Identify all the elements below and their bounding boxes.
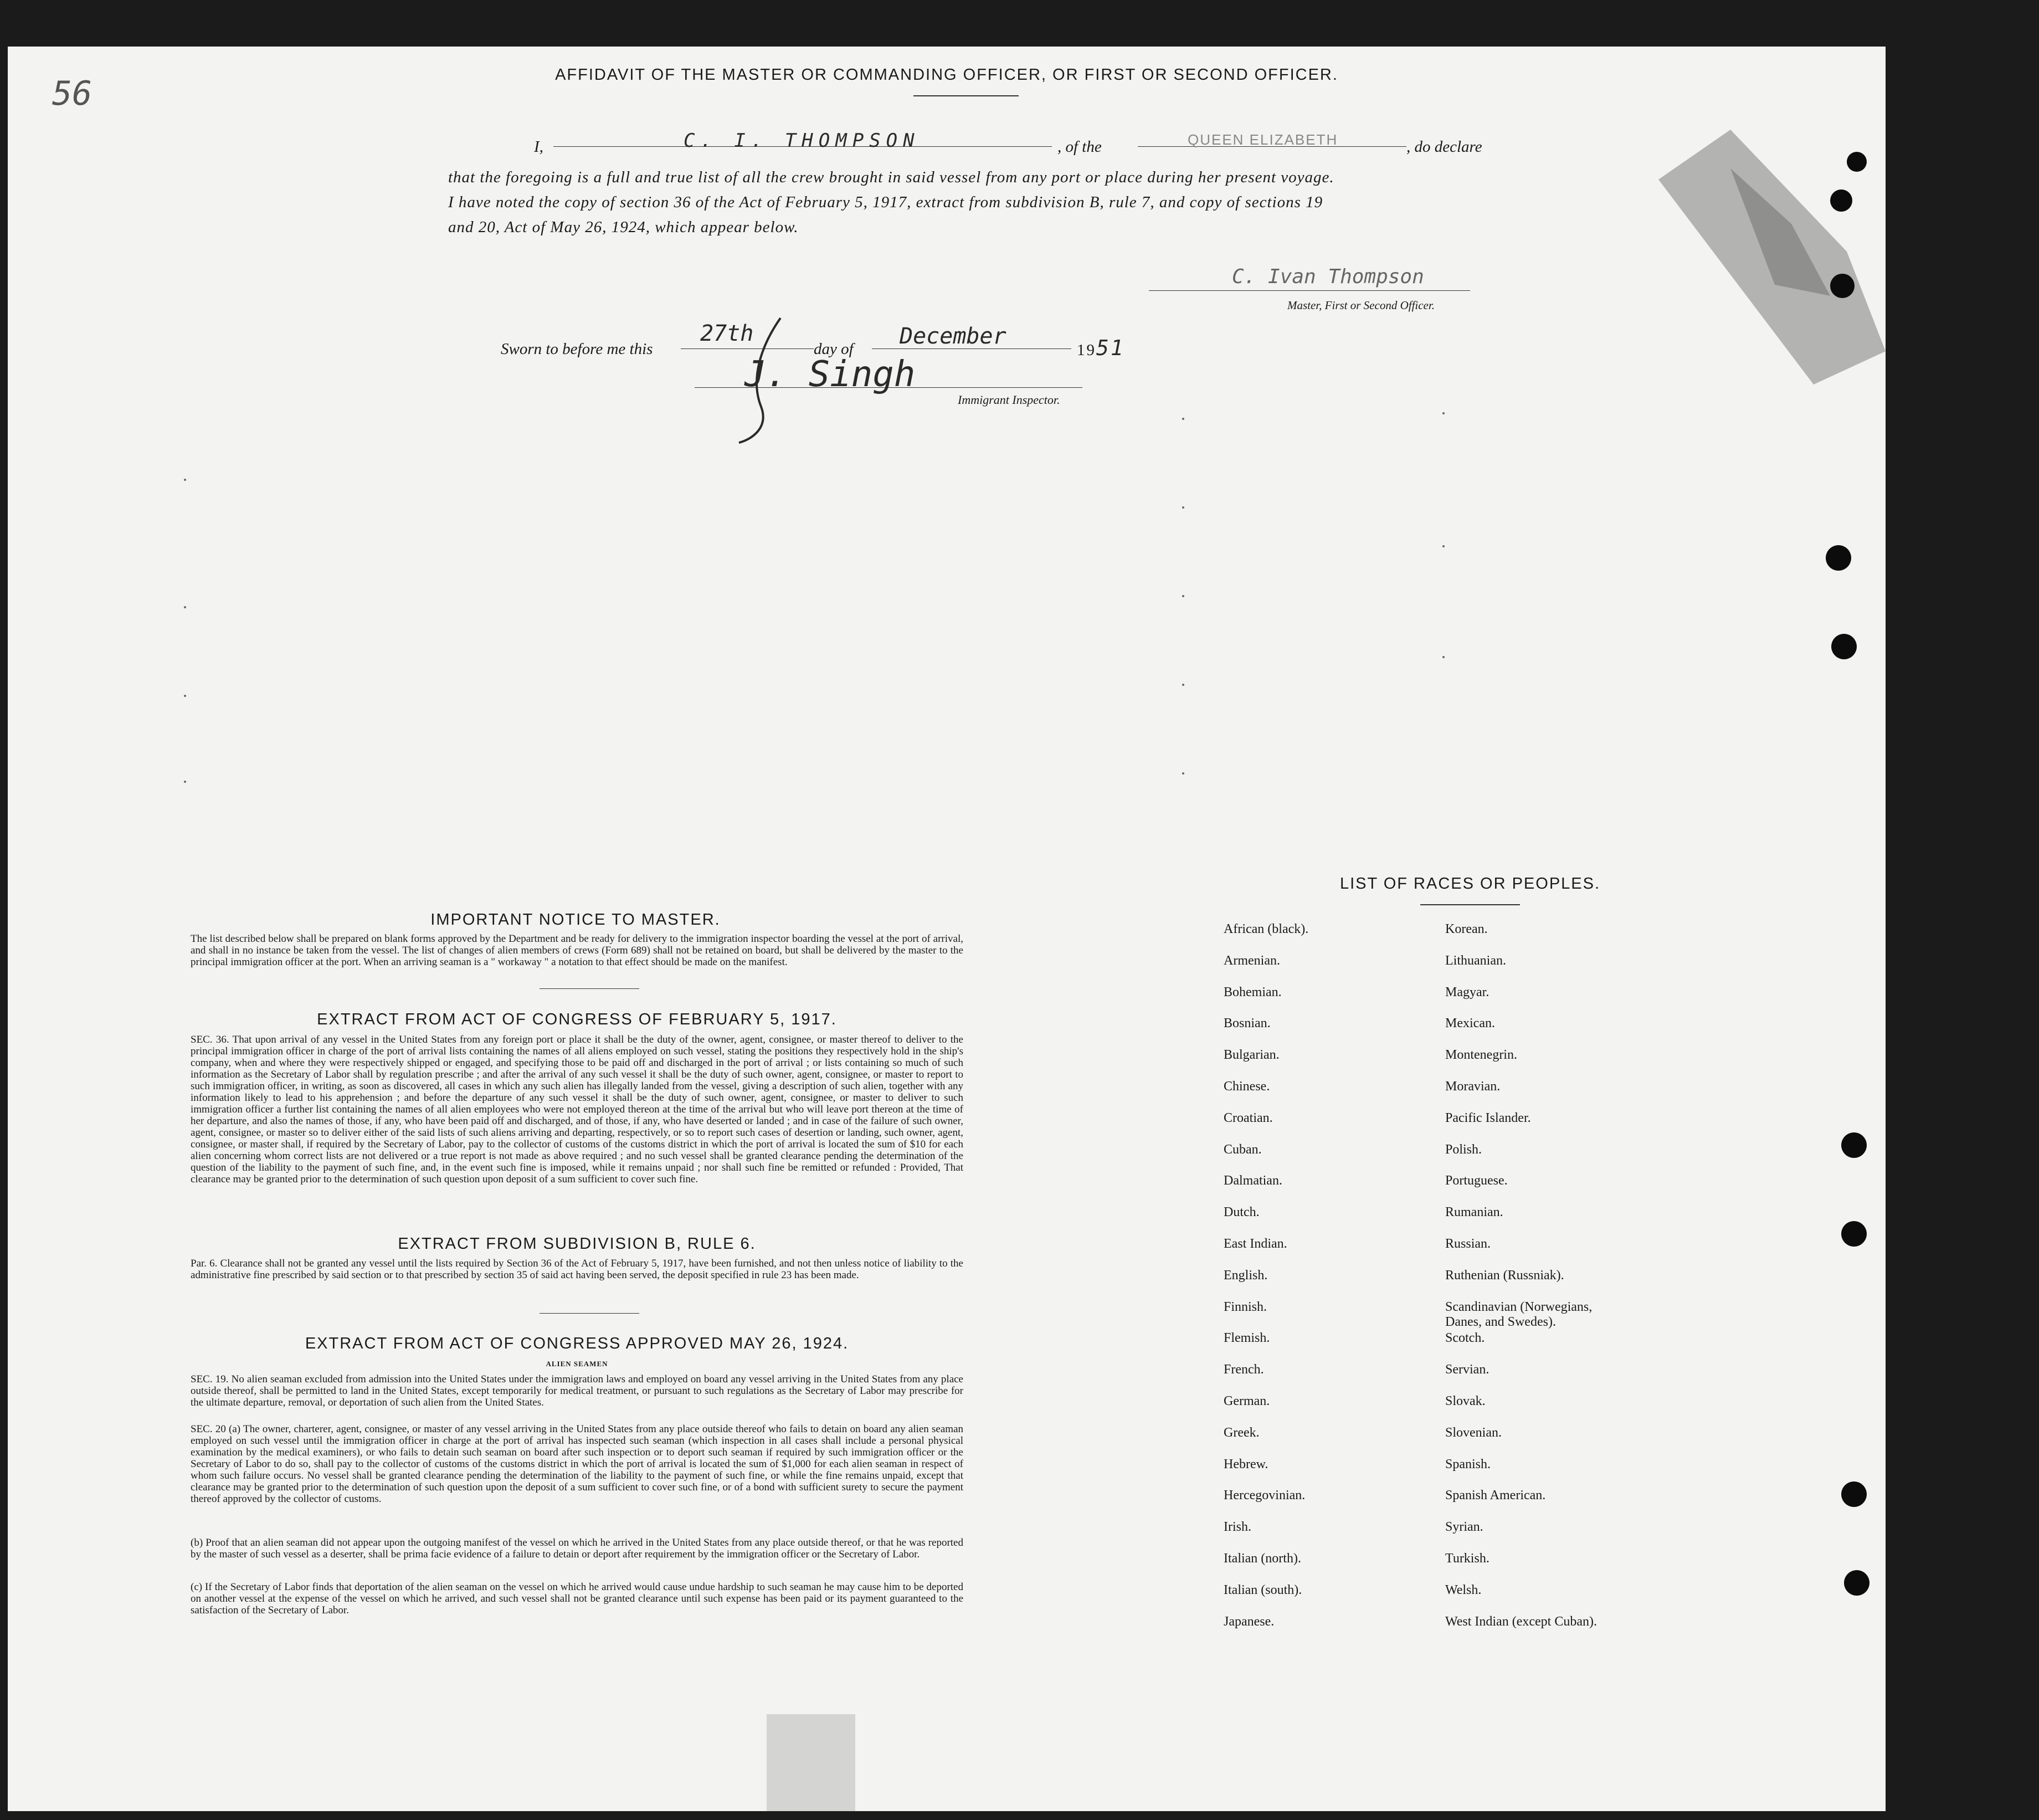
races-left-column [1224,922,1445,1698]
column-mark [1442,412,1445,414]
extract-rule6-text: Par. 6. Clearance shall not be granted any vessel until the lists required by Section 36 of the Act of February 5, 1917, have been furnished, and not then unless notice of liability to the administrative fine prescribed by said section or to that prescribed by section 35 of said act having been served, the deposit specified in rule 23 has been made. [191,1258,963,1281]
race-entry: Italian (south). [1224,1582,1302,1597]
column-mark [184,606,186,608]
extract-1924-sec19: SEC. 19. No alien seaman excluded from admission into the United States under the immigration laws and employed on board any vessel arriving in the United States from any place outside thereof, shall be permitted to land in the United States, except temporarily for medical treatment, or pursuant to such regulations as the Secretary of Labor may prescribe for the ultimate departure, removal, or deportation of such alien from the United States. [191,1373,963,1408]
sworn-month: December [900,324,1006,349]
race-entry: African (black). [1224,922,1309,936]
column-mark [1182,772,1184,775]
race-entry: Hercegovinian. [1224,1488,1306,1503]
punch-hole [1841,1481,1867,1507]
race-entry: Irish. [1224,1520,1251,1535]
affidavit-body-line2: I have noted the copy of section 36 of the Act of February 5, 1917, extract from subdivision B, rule 7, and copy of sections 19 [448,193,1323,211]
race-entry: Portuguese. [1445,1173,1508,1188]
race-entry: Bulgarian. [1224,1048,1280,1063]
column-mark [1182,684,1184,686]
inspector-signature: J. Singh [744,354,916,395]
race-entry: Polish. [1445,1142,1482,1157]
race-entry: Dalmatian. [1224,1173,1282,1188]
race-entry: Korean. [1445,922,1488,936]
affidavit-title: AFFIDAVIT OF THE MASTER OR COMMANDING OFFICER, OR FIRST OR SECOND OFFICER. [555,66,1338,84]
section-divider [540,1313,639,1314]
races-title: LIST OF RACES OR PEOPLES. [1339,875,1601,893]
race-entry: Welsh. [1445,1582,1482,1597]
sworn-day: 27th [700,321,754,346]
affidavit-body-line3: and 20, Act of May 26, 1924, which appear below. [448,218,799,236]
race-entry: Spanish American. [1445,1488,1546,1503]
do-declare-label: , do declare [1406,138,1482,156]
affidavit-title-underline [913,95,1019,96]
race-entry: Servian. [1445,1362,1490,1377]
race-entry: Scotch. [1445,1331,1485,1346]
declarant-name: C. I. THOMPSON [684,130,920,152]
punch-hole [1841,1132,1867,1158]
race-entry: Bohemian. [1224,985,1282,999]
column-mark [1182,418,1184,420]
race-entry: Lithuanian. [1445,953,1506,968]
race-entry: Flemish. [1224,1331,1270,1346]
vessel-name: QUEEN ELIZABETH [1188,131,1338,148]
inspector-signature-flourish [728,312,794,451]
column-mark [1442,545,1445,547]
races-title-underline [1420,904,1520,905]
race-entry: Finnish. [1224,1299,1267,1314]
race-entry: Cuban. [1224,1142,1262,1157]
section-divider [540,988,639,989]
column-mark [1442,656,1445,658]
punch-hole [1844,1570,1869,1596]
day-of-label: day of [814,340,854,358]
extract-1924-sec20b: (b) Proof that an alien seaman did not appear upon the outgoing manifest of the vessel on which he arrived in the United States from any place outside thereof, or that he was reported by the master of such vessel as a deserter, shall be prima facie evidence of a failure to detain or deport after requirement by the immigration officer or the Secretary of Labor. [191,1537,963,1560]
race-entry: English. [1224,1268,1268,1283]
race-entry: Spanish. [1445,1457,1491,1472]
race-entry: German. [1224,1394,1270,1408]
extract-rule6-title: EXTRACT FROM SUBDIVISION B, RULE 6. [398,1235,756,1253]
race-entry: Magyar. [1445,985,1490,999]
race-entry: Montenegrin. [1445,1048,1517,1063]
sworn-year [1077,336,1125,360]
race-entry: Scandinavian (Norwegians, Danes, and Swedes). [1445,1299,1593,1329]
inspector-caption: Immigrant Inspector. [958,393,1060,407]
declarant-prefix: I, [534,138,543,156]
extract-1917-title: EXTRACT FROM ACT OF CONGRESS OF FEBRUARY 5, 1917. [317,1011,837,1028]
margin-mark: 56 [52,74,93,113]
race-entry: East Indian. [1224,1237,1287,1251]
extract-1924-title: EXTRACT FROM ACT OF CONGRESS APPROVED MAY 26, 1924. [305,1335,849,1352]
extract-1924-sec20a: SEC. 20 (a) The owner, charterer, agent, consignee, or master of any vessel arriving in the United States from any place outside thereof who fails to detain on board any alien seaman employed on such vessel until the immigration officer in charge at the port of arrival has inspected such seaman (which inspection in all cases shall include a personal physical examination by the medical examiners), or who fails to detain such seaman on board after such inspection or to deport such seaman if required by such immigration officer or the Secretary of Labor to do so, shall pay to the collector of customs of the customs district in which the port of arrival is located the sum of $1,000 for each alien seaman in respect of whom such failure occurs. No vessel shall be granted clearance pending the determination of the liability to the payment of such fine, or while the fine remains unpaid, except that clearance may be granted prior to the determination of such question upon the deposit of a sum sufficient to cover such fine, or of a bond with sufficient surety to secure the payment thereof approved by the collector of customs. [191,1423,963,1505]
column-mark [1182,595,1184,597]
race-entry: French. [1224,1362,1264,1377]
race-entry: Hebrew. [1224,1457,1268,1472]
race-entry: West Indian (except Cuban). [1445,1614,1597,1629]
column-mark [184,695,186,697]
notice-text: The list described below shall be prepared on blank forms approved by the Department and be ready for delivery to the immigration inspector boarding the vessel at the port of arrival, and shall in no instance be taken from the vessel. The list of changes of alien members of crews (Form 689) shall not be retained on board, but shall be delivered by the master to the principal immigration officer at the port. When an arriving seaman is a " workaway " a notation to that effect should be made on the manifest. [191,933,963,968]
race-entry: Russian. [1445,1237,1491,1251]
punch-hole [1826,545,1851,571]
master-caption: Master, First or Second Officer. [1287,299,1435,312]
race-entry: Japanese. [1224,1614,1275,1629]
punch-hole [1830,189,1852,212]
column-mark [1182,506,1184,509]
race-entry: Slovak. [1445,1394,1486,1408]
master-signature: C. Ivan Thompson [1232,265,1424,288]
race-entry: Italian (north). [1224,1551,1301,1566]
year-suffix: 51 [1096,336,1125,360]
race-entry: Dutch. [1224,1205,1260,1220]
column-mark [184,479,186,481]
race-entry: Armenian. [1224,953,1280,968]
race-entry: Ruthenian (Russniak). [1445,1268,1564,1283]
race-entry: Chinese. [1224,1079,1270,1094]
race-entry: Croatian. [1224,1110,1273,1125]
notice-title: IMPORTANT NOTICE TO MASTER. [430,911,721,929]
races-right-column [1445,922,1755,1698]
tape-stain-mark [1647,85,1886,396]
race-entry: Mexican. [1445,1016,1495,1031]
punch-hole [1841,1221,1867,1247]
race-entry: Greek. [1224,1425,1260,1440]
race-entry: Turkish. [1445,1551,1490,1566]
race-entry: Moravian. [1445,1079,1501,1094]
bottom-tab-mark [767,1714,855,1811]
race-entry: Rumanian. [1445,1205,1503,1220]
extract-1924-subtitle: ALIEN SEAMEN [546,1360,608,1368]
manifest-page [8,47,1886,1811]
of-the-label: , of the [1057,138,1102,156]
race-entry: Pacific Islander. [1445,1110,1531,1125]
punch-hole [1831,634,1857,659]
extract-1924-sec20c: (c) If the Secretary of Labor finds that deportation of the alien seaman on the vessel on which he arrived would cause undue hardship to such seaman he may cause him to be deported on another vessel at the expense of the vessel on which he arrived, and such vessel shall not be granted clearance until such expense has been paid or its payment guaranteed to the satisfaction of the Secretary of Labor. [191,1581,963,1616]
year-prefix: 19 [1077,341,1096,359]
race-entry: Syrian. [1445,1520,1483,1535]
race-entry: Slovenian. [1445,1425,1502,1440]
extract-1917-text: SEC. 36. That upon arrival of any vessel in the United States from any foreign port or place it shall be the duty of the owner, agent, consignee, or master thereof to deliver to the principal immigration officer in charge of the port of arrival lists containing the names of all aliens employed on such vessel, stating the positions they respectively hold in the ship's company, when and where they were respectively shipped or engaged, and specifying those to be paid off and discharged in the port of arrival ; or lists containing so much of such information as the Secretary of Labor shall by regulation prescribe ; and after the arrival of any such vessel it shall be the duty of such owner, agent, consignee, or master to report to such immigration officer, in writing, as soon as discovered, all cases in which any such alien has illegally landed from the vessel, giving a description of such alien, together with any information likely to lead to his apprehension ; and before the departure of any such vessel it shall be the duty of such owner, agent, consignee, or master to deliver to such immigration officer a further list containing the names of all alien employees who were not employed thereon at the time of the arrival but who will leave port thereon at the time of her departure, and also the names of those, if any, who have been paid off and discharged, and of those, if any, who have deserted or landed ; and in case of the failure of such owner, agent, consignee, or master so to deliver either of the said lists of such aliens arriving and departing, respectively, or so to report such cases of desertion or landing, such owner, agent, consignee, or master shall, if required by the Secretary of Labor, pay to the collector of customs of the customs district in which the port of arrival is located the sum of $10 for each alien concerning whom correct lists are not delivered or a true report is not made as above required ; and no such vessel shall be granted clearance pending the determination of the question of the liability to the payment of such fine, and, in the event such fine is imposed, while it remains unpaid ; nor shall such fine be remitted or refunded : Provided, That clearance may be granted prior to the determination of such question upon deposit of a sum sufficient to cover such fine. [191,1034,963,1185]
punch-hole [1847,152,1867,172]
master-signature-line [1149,290,1470,291]
affidavit-body-line1: that the foregoing is a full and true list of all the crew brought in said vessel from any port or place during her present voyage. [448,168,1334,186]
punch-hole [1830,274,1855,298]
sworn-prefix: Sworn to before me this [501,340,653,358]
race-entry: Bosnian. [1224,1016,1271,1031]
column-mark [184,781,186,783]
